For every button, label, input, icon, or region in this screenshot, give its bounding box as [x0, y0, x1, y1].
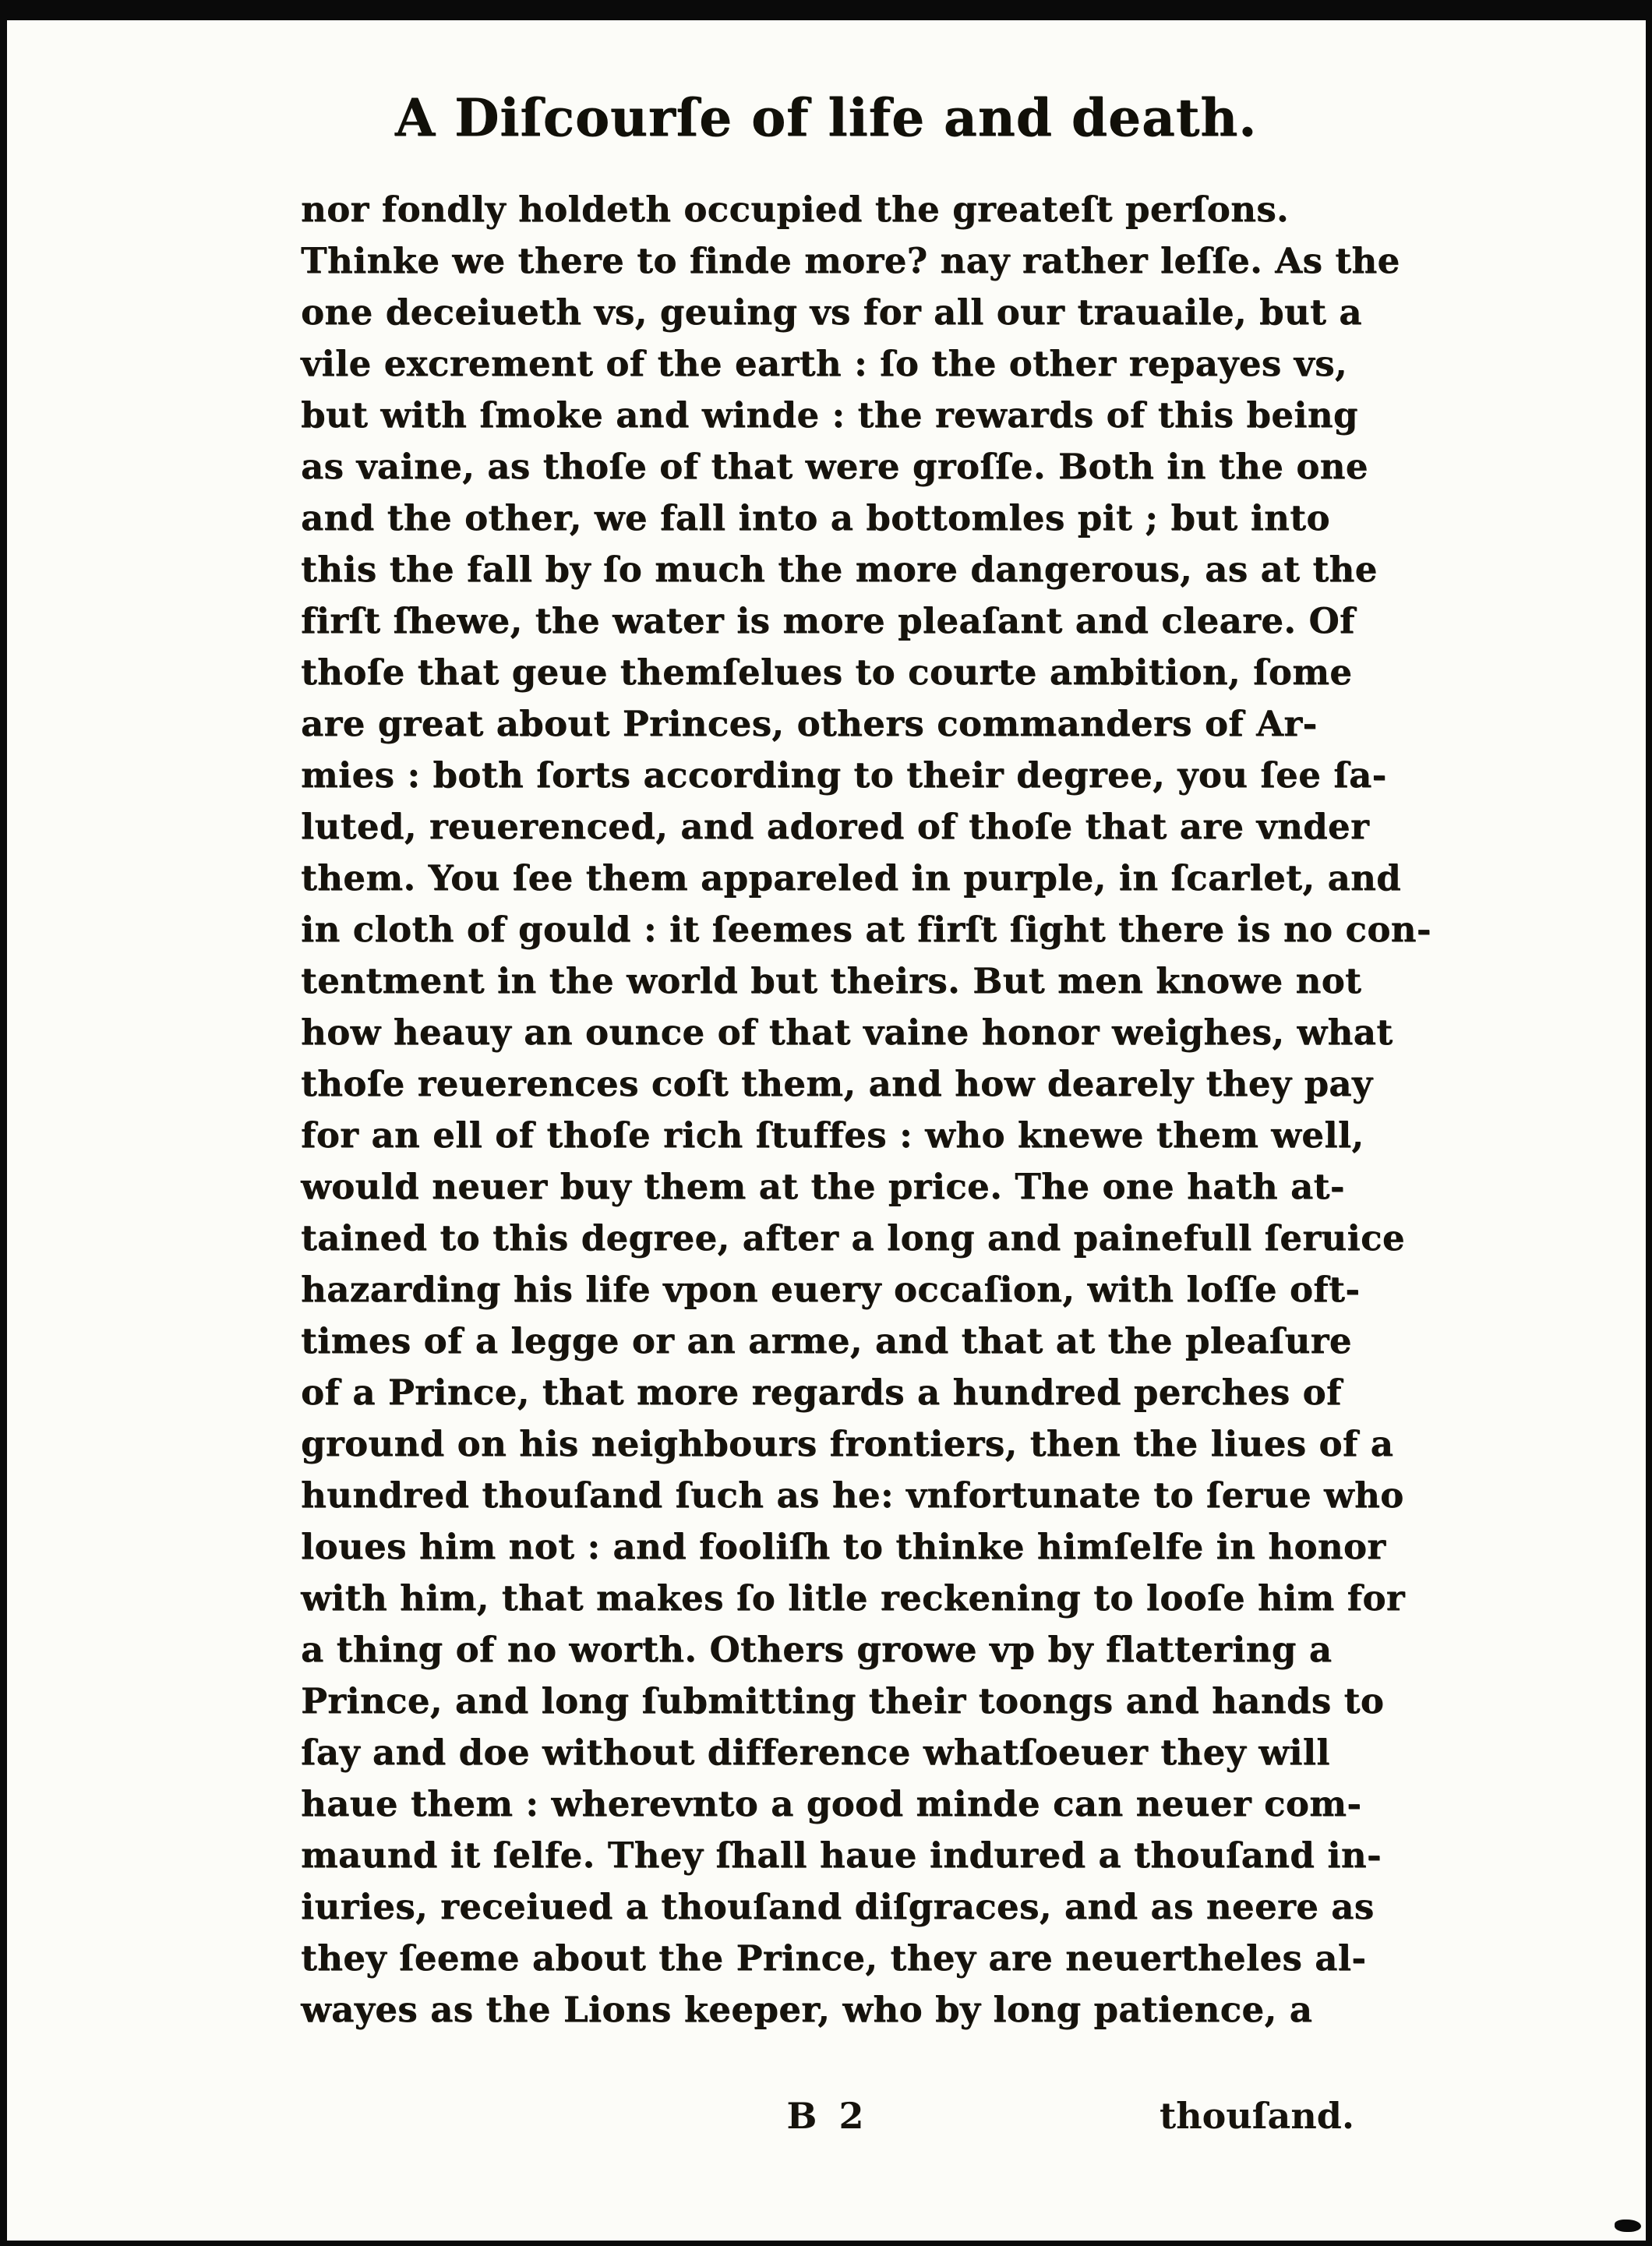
- text-line: tentment in the world but theirs. But men knowe not: [301, 960, 1362, 1001]
- text-line: how heauy an ounce of that vaine honor weighes, what: [301, 1012, 1393, 1053]
- text-line: haue them : wherevnto a good minde can neuer com-: [301, 1783, 1362, 1824]
- text-line: hundred thouſand ſuch as he: vnfortunate to ſerue who: [301, 1474, 1404, 1516]
- text-line: as vaine, as thoſe of that were groſſe. Both in the one: [301, 446, 1368, 487]
- text-line: Prince, and long ſubmitting their toongs and hands to: [301, 1680, 1385, 1722]
- text-line: and the other, we fall into a bottomles pit ; but into: [301, 497, 1330, 539]
- catchword: thouſand.: [1159, 2095, 1354, 2137]
- text-line: this the fall by ſo much the more dangerous, as at the: [301, 549, 1378, 590]
- text-line: luted, reuerenced, and adored of thoſe that are vnder: [301, 806, 1370, 847]
- scan-edge-top: [0, 0, 1652, 20]
- text-line: nor fondly holdeth occupied the greateſt perſons.: [301, 189, 1289, 230]
- text-line: vile excrement of the earth : ſo the other repayes vs,: [301, 343, 1347, 384]
- text-line: but with ſmoke and winde : the rewards of this being: [301, 394, 1358, 436]
- text-line: one deceiueth vs, geuing vs for all our trauaile, but a: [301, 291, 1362, 333]
- text-line: them. You ſee them appareled in purple, in ſcarlet, and: [301, 857, 1402, 899]
- scan-edge-right: [1646, 0, 1652, 2246]
- text-line: firſt ſhewe, the water is more pleaſant and cleare. Of: [301, 600, 1355, 641]
- text-line: thoſe that geue themſelues to courte ambition, ſome: [301, 652, 1353, 693]
- text-line: they ſeeme about the Prince, they are neuertheles al-: [301, 1937, 1367, 1979]
- text-line: loues him not : and fooliſh to thinke himſelfe in honor: [301, 1526, 1386, 1567]
- text-line: a thing of no worth. Others growe vp by flattering a: [301, 1629, 1333, 1670]
- text-line: tained to this degree, after a long and painefull ſeruice: [301, 1217, 1405, 1259]
- text-line: iuries, receiued a thouſand diſgraces, and as neere as: [301, 1886, 1375, 1927]
- text-line: would neuer buy them at the price. The one hath at-: [301, 1166, 1345, 1207]
- text-line: maund it ſelfe. They ſhall haue indured a thouſand in-: [301, 1835, 1382, 1876]
- page-footer: [301, 2095, 1354, 2149]
- text-line: times of a legge or an arme, and that at the pleaſure: [301, 1320, 1352, 1361]
- text-line: hazarding his life vpon euery occaſion, with loſſe oft-: [301, 1269, 1361, 1310]
- text-line: thoſe reuerences coſt them, and how dearely they pay: [301, 1063, 1373, 1104]
- text-line: for an ell of thoſe rich ſtuffes : who knewe them well,: [301, 1114, 1364, 1156]
- text-line: wayes as the Lions keeper, who by long patience, a: [301, 1989, 1313, 2030]
- text-line: are great about Princes, others commanders of Ar-: [301, 703, 1318, 744]
- text-line: of a Prince, that more regards a hundred perches of: [301, 1372, 1342, 1413]
- running-title: A Diſcourſe of life and death.: [394, 87, 1258, 148]
- text-line: in cloth of gould : it ſeemes at firſt ſight there is no con-: [301, 909, 1431, 950]
- text-line: mies : both ſorts according to their degree, you ſee ſa-: [301, 754, 1387, 796]
- body-text-block: [301, 184, 1431, 2036]
- text-line: with him, that makes ſo litle reckening to looſe him for: [301, 1577, 1405, 1619]
- text-line: ſay and doe without difference whatſoeuer they will: [301, 1732, 1330, 1773]
- signature-mark: B 2: [786, 2095, 869, 2137]
- scan-edge-bottom: [0, 2241, 1652, 2246]
- scan-artifact-blob: [1615, 2220, 1641, 2232]
- scan-edge-left: [0, 0, 7, 2246]
- text-line: Thinke we there to finde more? nay rather leſſe. As the: [301, 240, 1400, 281]
- text-line: ground on his neighbours frontiers, then the liues of a: [301, 1423, 1394, 1464]
